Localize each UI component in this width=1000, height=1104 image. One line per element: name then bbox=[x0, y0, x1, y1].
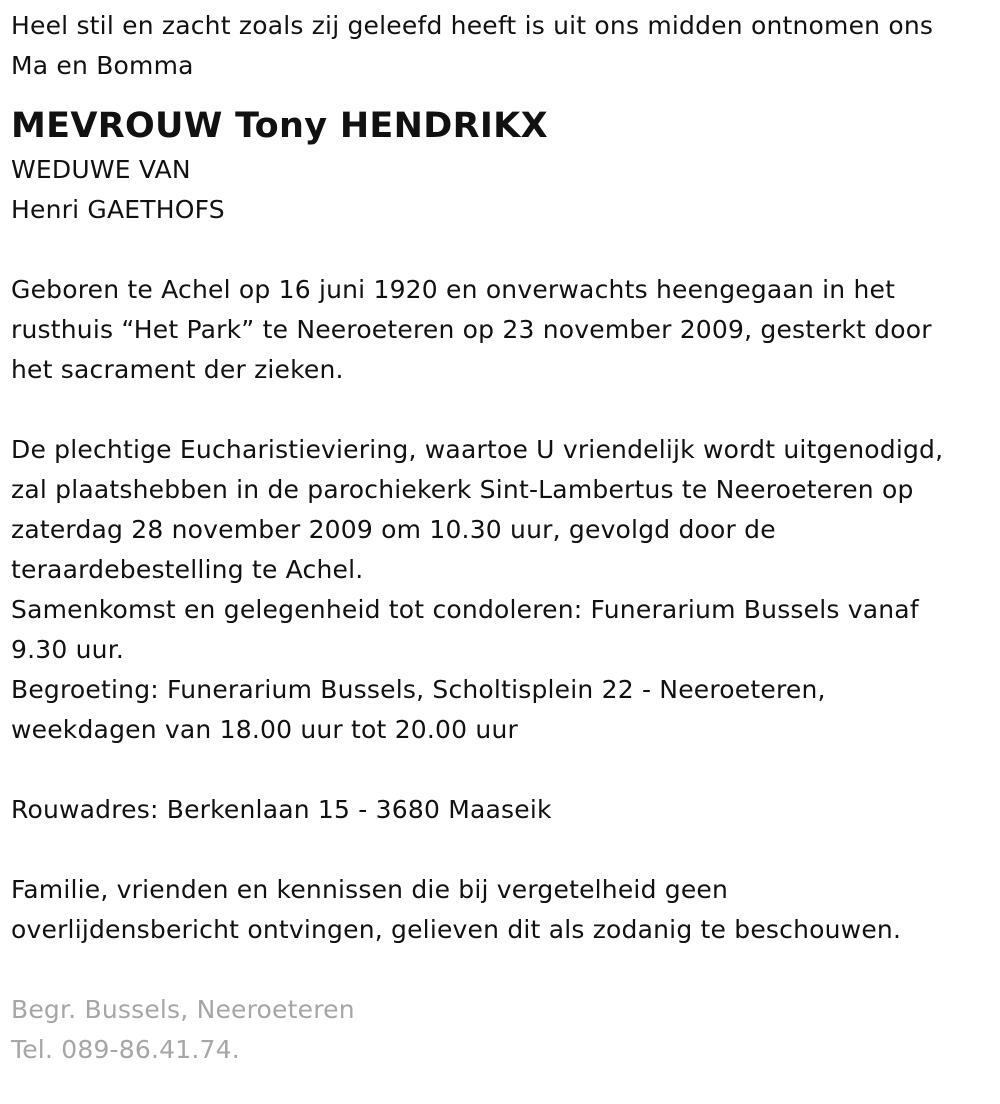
spouse-name: Henri GAETHOFS bbox=[11, 195, 225, 224]
paragraph-line: het sacrament der zieken. bbox=[11, 355, 344, 384]
paragraph-line: teraardebestelling te Achel. bbox=[11, 555, 364, 584]
intro-text bbox=[11, 6, 996, 86]
spouse-label: WEDUWE VAN bbox=[11, 155, 191, 184]
paragraph-line: weekdagen van 18.00 uur tot 20.00 uur bbox=[11, 715, 518, 744]
paragraph-line: zaterdag 28 november 2009 om 10.30 uur, gevolgd door de bbox=[11, 515, 776, 544]
paragraph-line: Samenkomst en gelegenheid tot condoleren: Funerarium Bussels vanaf bbox=[11, 595, 919, 624]
intro-line: Heel stil en zacht zoals zij geleefd heeft is uit ons midden ontnomen ons bbox=[11, 11, 934, 40]
deceased-name: MEVROUW Tony HENDRIKX bbox=[11, 106, 548, 146]
paragraph-line: zal plaatshebben in de parochiekerk Sint-Lambertus te Neeroeteren op bbox=[11, 475, 914, 504]
mourning-address: Rouwadres: Berkenlaan 15 - 3680 Maaseik bbox=[11, 795, 552, 824]
funeral-home-name: Begr. Bussels, Neeroeteren bbox=[11, 995, 355, 1024]
paragraph-line: 9.30 uur. bbox=[11, 635, 125, 664]
paragraph-line: Begroeting: Funerarium Bussels, Scholtisplein 22 - Neeroeteren, bbox=[11, 675, 826, 704]
paragraph-line: Geboren te Achel op 16 juni 1920 en onverwachts heengegaan in het bbox=[11, 275, 896, 304]
notice-paragraph bbox=[11, 870, 996, 950]
paragraph-line: overlijdensbericht ontvingen, gelieven dit als zodanig te beschouwen. bbox=[11, 915, 902, 944]
footer-credit bbox=[11, 990, 996, 1070]
obituary-notice bbox=[11, 6, 996, 1070]
intro-line: Ma en Bomma bbox=[11, 51, 194, 80]
birth-death-paragraph bbox=[11, 270, 996, 390]
service-paragraph bbox=[11, 430, 996, 750]
spouse-block bbox=[11, 150, 996, 230]
paragraph-line: De plechtige Eucharistieviering, waartoe U vriendelijk wordt uitgenodigd, bbox=[11, 435, 944, 464]
paragraph-line: Familie, vrienden en kennissen die bij vergetelheid geen bbox=[11, 875, 729, 904]
funeral-home-phone: Tel. 089-86.41.74. bbox=[11, 1035, 240, 1064]
paragraph-line: rusthuis “Het Park” te Neeroeteren op 23 november 2009, gesterkt door bbox=[11, 315, 932, 344]
